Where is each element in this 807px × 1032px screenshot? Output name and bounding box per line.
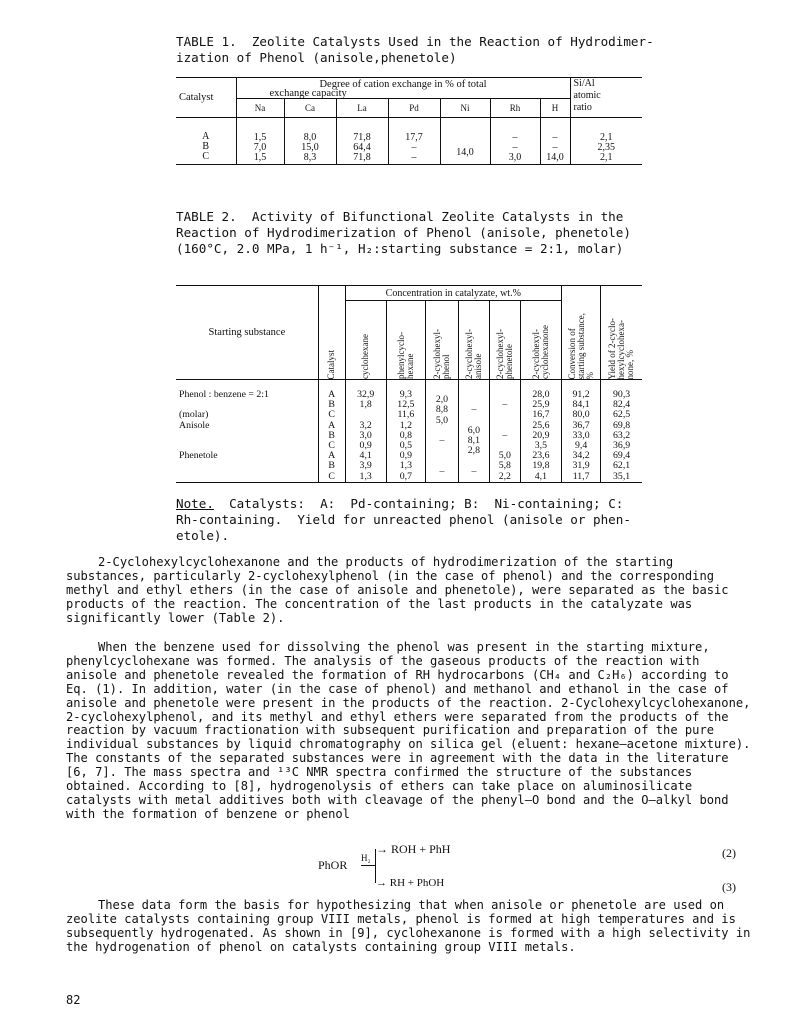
table1-header-catalyst: Catalyst	[176, 78, 236, 118]
table-note-line1	[176, 496, 623, 512]
table2-header-starting-substance: Starting substance	[176, 286, 318, 380]
table2-value-cell: 28,0 25,9 16,7 25,6 20,9 3,5 23,6 19,8 4,1	[520, 390, 561, 482]
equation-top-branch: → ROH + PhH	[376, 842, 451, 856]
table2-col-header-text: 2-cyclohexyl- phenol	[431, 329, 451, 379]
table1-caption-line1: TABLE 1. Zeolite Catalysts Used in the Reaction of Hydrodimer-	[176, 34, 654, 49]
table1-value-cell: 8,0 15,0 8,3	[284, 132, 336, 165]
table1-value-cell: 17,7 – –	[388, 132, 440, 165]
table1-value-cell: 71,8 64,4 71,8	[336, 132, 388, 165]
table1-col-header: Ni	[440, 99, 490, 118]
table1-header-degree	[236, 78, 570, 99]
table1-col-header: Pd	[388, 99, 440, 118]
body-paragraph-3	[66, 899, 756, 955]
table1-header-sial	[570, 78, 642, 118]
table2-col-header	[425, 301, 458, 380]
table2-caption-line3: (160°C, 2.0 MPa, 1 h⁻¹, H₂:starting substance = 2:1, molar)	[176, 241, 624, 256]
table2-col-header-text: 2-cyclohexyl- phenetole	[494, 329, 514, 379]
table2-value-cell: – 6,0 8,1 2,8 –	[458, 390, 489, 482]
table2-header-catalyst-text: Catalyst	[326, 349, 337, 379]
table1-catalyst-cell: A B C	[176, 132, 236, 165]
table2-header-yield	[601, 286, 642, 380]
table2-value-cell: 90,3 82,4 62,5 69,8 63,2 36,9 69,4 62,1 35,1	[601, 390, 642, 482]
table2-caption-line2: Reaction of Hydrodimerization of Phenol (anisole, phenetole)	[176, 225, 631, 240]
table1-value-cell: – – 3,0	[490, 132, 540, 165]
table1-header-sial-line1: Si/Al	[573, 78, 595, 89]
table1-col-header: H	[540, 99, 570, 118]
table2-header-yield-text: Yield of 2-cyclo- hexylcyclohexa- none, %	[607, 317, 636, 379]
table1	[176, 77, 642, 165]
table2-col-header-text: cyclohexane	[360, 334, 371, 379]
table2-header-concentration: Concentration in catalyzate, wt.%	[345, 286, 561, 301]
table1-col-header: Rh	[490, 99, 540, 118]
table2-col-header	[458, 301, 489, 380]
table2-col-header-text: phenylcyclo- hexane	[395, 332, 415, 379]
table2	[176, 285, 642, 483]
table-note-label: Note.	[176, 496, 214, 511]
table1-caption-line2: ization of Phenol (anisole,phenetole)	[176, 50, 457, 65]
body-paragraph-3-text: These data form the basis for hypothesizing that when anisole or phenetole are used on zeolite catalysts containing group VIII metals, phenol is formed at high temperatures and is subsequently hydrogenated. As shown in [9], cyclohexanone is formed with a high selectivity in the hydrogenation of phenol on catalysts containing group VIII metals.	[66, 898, 751, 954]
table-note-line2: Rh-containing. Yield for unreacted phenol (anisole or phen-	[176, 512, 631, 527]
table1-header-degree-line2: exchange capacity	[269, 88, 347, 99]
table1-value-cell: – – 14,0	[540, 132, 570, 165]
table1-header-degree-line1: Degree of cation exchange in % of total	[319, 79, 487, 90]
table2-catalyst-cell: A B C A B C A B C	[318, 390, 345, 482]
equation-bottom-branch: → RH + PhOH	[376, 877, 445, 889]
equation-number-2: (2)	[722, 846, 736, 860]
table2-header-catalyst	[318, 286, 345, 380]
page-number: 82	[66, 993, 81, 1007]
table2-col-header-text: 2-cyclohexyl- anisole	[463, 329, 483, 379]
table1-value-cell: 14,0	[440, 132, 490, 165]
table1-header-sial-line3: ratio	[573, 102, 592, 113]
table2-value-cell: 91,2 84,1 80,0 36,7 33,0 9,4 34,2 31,9 11,7	[562, 390, 601, 482]
table2-col-header-text: 2-cyclohexyl- cyclohexanone	[530, 325, 550, 379]
equation-number-3: (3)	[722, 880, 736, 894]
table2-header-conversion-text: Conversion of starting substance, %	[566, 312, 595, 379]
table2-value-cell: 2,0 8,8 5,0 – –	[425, 390, 458, 482]
table2-starting-substance-cell: Phenol : benzene = 2:1 (molar) Anisole Phenetole	[176, 390, 318, 482]
table2-value-cell: 32,9 1,8 3,2 3,0 0,9 4,1 3,9 1,3	[345, 390, 386, 482]
table-note-text1: Catalysts: A: Pd-containing; B: Ni-containing; C:	[213, 496, 624, 511]
table1-value-cell: 1,5 7,0 1,5	[236, 132, 284, 165]
table1-col-header: Na	[236, 99, 284, 118]
body-paragraph-1	[66, 556, 756, 626]
equation-arrow-stem	[361, 865, 375, 866]
table2-col-header	[345, 301, 386, 380]
equation-h2: H₂	[361, 853, 371, 863]
equation-lhs: PhOR	[318, 858, 348, 872]
table1-header-sial-line2: atomic	[573, 90, 601, 101]
body-paragraph-1-text: 2-Cyclohexylcyclohexanone and the products of hydrodimerization of the starting substances, particularly 2-cyclohexylphenol (in the case of phenol) and the corresponding methyl and ethyl ethers (in the case of anisole and phenetole), were separated as the basic products of the reaction. The concentration of the last products in the catalyzate was significantly lower (Table 2).	[66, 555, 729, 625]
table2-value-cell: – – 5,0 5,8 2,2	[489, 390, 520, 482]
body-paragraph-2-text: When the benzene used for dissolving the phenol was present in the starting mixture, phenylcyclohexane was formed. The analysis of the gaseous products of the reaction with anisole and phenetole revealed the formation of RH hydrocarbons (CH₄ and C₂H₆) according to Eq. (1). In addition, water (in the case of phenol) and methanol and ethanol in the case of anisole and phenetole were present in the products of the reaction. 2-Cyclohexylcyclohexanone, 2-cyclohexylphenol, and its methyl and ethyl ethers were separated from the products of the reaction by vacuum fractionation with subsequent purification and preparation of the pure individual substances by liquid chromatography on silica gel (eluent: hexane–acetone mixture). The constants of the separated substances were in agreement with the data in the literature [6, 7]. The mass spectra and ¹³C NMR spectra confirmed the structure of the substances obtained. According to [8], hydrogenolysis of ethers can take place on aluminosilicate catalysts with metal additives both with cleavage of the phenyl–O bond and the O–alkyl bond with the formation of benzene or phenol	[66, 640, 751, 821]
table2-col-header	[520, 301, 561, 380]
table2-value-cell: 9,3 12,5 11,6 1,2 0,8 0,5 0,9 1,3 0,7	[386, 390, 425, 482]
body-paragraph-2	[66, 641, 756, 822]
table1-col-header: Ca	[284, 99, 336, 118]
table-note-line3: etole).	[176, 528, 230, 543]
table1-value-cell: 2,1 2,35 2,1	[570, 132, 642, 165]
table1-col-header: La	[336, 99, 388, 118]
table2-caption-line1: TABLE 2. Activity of Bifunctional Zeolite Catalysts in the	[176, 209, 624, 224]
table2-col-header	[489, 301, 520, 380]
table2-col-header	[386, 301, 425, 380]
table2-header-conversion	[562, 286, 601, 380]
